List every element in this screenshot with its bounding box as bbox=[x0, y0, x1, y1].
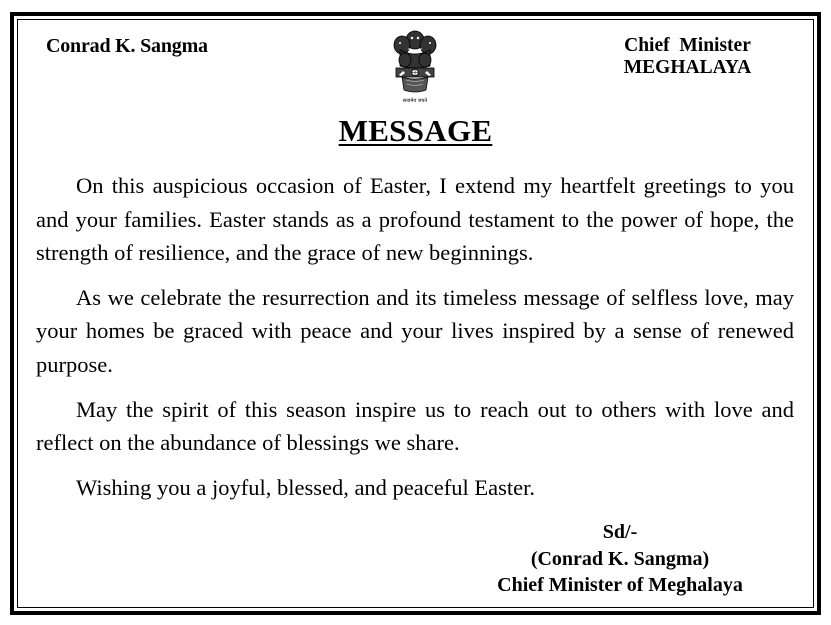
message-body bbox=[36, 169, 794, 515]
message-paragraph: On this auspicious occasion of Easter, I extend my heartfelt greetings to you and your families. Easter stands as a profound testament to the power of hope, the strength of resilience, and the grace of new beginnings. bbox=[36, 173, 794, 266]
header-name: Conrad K. Sangma bbox=[46, 35, 208, 57]
signature-designation: Chief Minister of Meghalaya bbox=[497, 574, 743, 596]
message-paragraph: Wishing you a joyful, blessed, and peaceful Easter. bbox=[76, 474, 535, 500]
message-paragraph: May the spirit of this season inspire us to reach out to others with love and reflect on the abundance of blessings we share. bbox=[36, 396, 794, 456]
state-emblem-icon bbox=[388, 28, 442, 106]
header-designation bbox=[600, 35, 775, 79]
header-designation-line1: Chief Minister bbox=[624, 35, 751, 56]
signature-block bbox=[470, 519, 770, 599]
message-paragraph: As we celebrate the resurrection and its timeless message of selfless love, may your homes be graced with peace and your lives inspired by a sense of renewed purpose. bbox=[36, 284, 794, 377]
signature-name: (Conrad K. Sangma) bbox=[530, 547, 710, 570]
emblem-motto: सत्यमेव जयते bbox=[402, 98, 428, 104]
page-title: MESSAGE bbox=[338, 113, 493, 148]
header-designation-line2: MEGHALAYA bbox=[623, 57, 752, 78]
signature-sd: Sd/- bbox=[602, 521, 638, 543]
